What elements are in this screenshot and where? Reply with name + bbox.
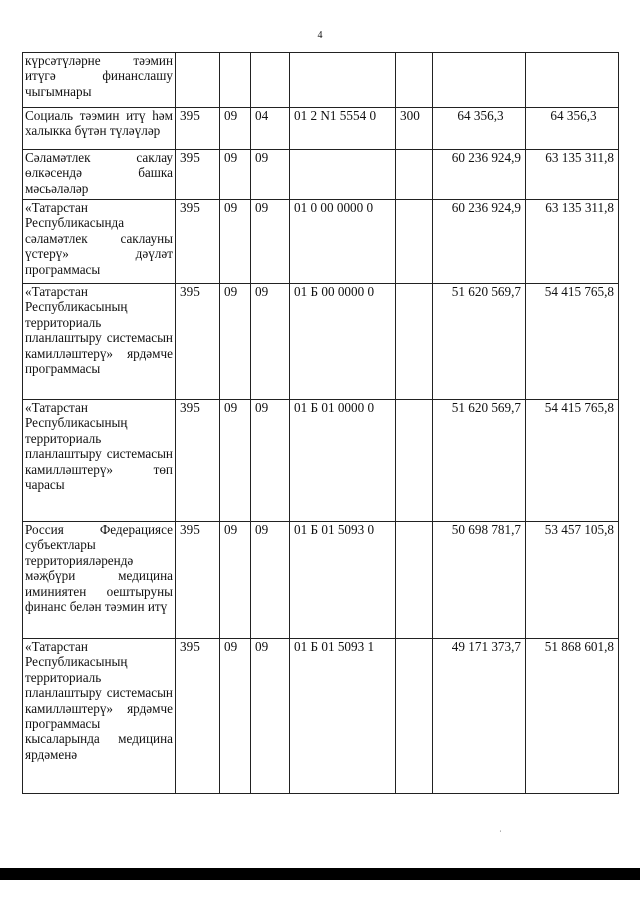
table-row [23,522,619,639]
table-row [23,639,619,794]
subsection-code: 09 [251,522,290,639]
section-code: 09 [220,522,251,639]
amount-year-1 [433,53,526,108]
target-article-code: 01 Б 00 0000 0 [290,284,396,400]
expense-type-code: 300 [396,108,433,150]
section-code: 09 [220,284,251,400]
expense-type-code [396,639,433,794]
ministry-code: 395 [176,200,220,284]
item-name: «Татарстан Республикасының территориаль планлаштыру системасын камилләштерү» ярдәмче программасы [23,284,176,400]
section-code: 09 [220,400,251,522]
table-row [23,400,619,522]
table-row [23,200,619,284]
amount-year-1: 51 620 569,7 [433,400,526,522]
item-name: Россия Федерациясе субъектлары территорияләрендә мәҗбүри медицина иминиятен оештыруны финанс белән тәэмин итү [23,522,176,639]
expense-type-code [396,150,433,200]
target-article-code [290,53,396,108]
ministry-code: 395 [176,108,220,150]
target-article-code: 01 Б 01 0000 0 [290,400,396,522]
table-row [23,150,619,200]
item-name: күрсәтүләрне тәэмин итүгә финанслашу чыгымнары [23,53,176,108]
ministry-code: 395 [176,284,220,400]
page-number: 4 [317,30,323,41]
subsection-code: 09 [251,400,290,522]
section-code: 09 [220,108,251,150]
item-name: «Татарстан Республикасында сәламәтлек саклауны үстерү» дәүләт программасы [23,200,176,284]
subsection-code [251,53,290,108]
subsection-code: 09 [251,150,290,200]
amount-year-2: 63 135 311,8 [526,200,619,284]
amount-year-2: 53 457 105,8 [526,522,619,639]
expense-type-code [396,284,433,400]
ministry-code [176,53,220,108]
item-name: Социаль тәэмин итү һәм халыкка бүтән түләүләр [23,108,176,150]
item-name: «Татарстан Республикасының территориаль планлаштыру системасын камилләштерү» ярдәмче программасы кысаларында медицина ярдәменә [23,639,176,794]
item-name: «Татарстан Республикасының территориаль планлаштыру системасын камилләштерү» төп чарасы [23,400,176,522]
amount-year-1: 60 236 924,9 [433,200,526,284]
target-article-code: 01 0 00 0000 0 [290,200,396,284]
section-code: 09 [220,150,251,200]
expense-type-code [396,400,433,522]
amount-year-1: 60 236 924,9 [433,150,526,200]
ministry-code: 395 [176,150,220,200]
table-row [23,284,619,400]
expense-type-code [396,522,433,639]
amount-year-2: 51 868 601,8 [526,639,619,794]
target-article-code: 01 Б 01 5093 0 [290,522,396,639]
ministry-code: 395 [176,522,220,639]
section-code: 09 [220,639,251,794]
target-article-code: 01 2 N1 5554 0 [290,108,396,150]
amount-year-2 [526,53,619,108]
item-name: Сәламәтлек саклау өлкәсендә башка мәсьәләләр [23,150,176,200]
section-code [220,53,251,108]
ministry-code: 395 [176,639,220,794]
subsection-code: 04 [251,108,290,150]
subsection-code: 09 [251,639,290,794]
expense-type-code [396,53,433,108]
table-row [23,108,619,150]
footer-mark: ˙ [499,829,502,838]
expense-type-code [396,200,433,284]
amount-year-2: 64 356,3 [526,108,619,150]
subsection-code: 09 [251,200,290,284]
ministry-code: 395 [176,400,220,522]
amount-year-1: 49 171 373,7 [433,639,526,794]
amount-year-2: 54 415 765,8 [526,400,619,522]
subsection-code: 09 [251,284,290,400]
scan-bottom-border [0,868,640,880]
target-article-code [290,150,396,200]
section-code: 09 [220,200,251,284]
amount-year-1: 51 620 569,7 [433,284,526,400]
table-row [23,53,619,108]
amount-year-1: 50 698 781,7 [433,522,526,639]
target-article-code: 01 Б 01 5093 1 [290,639,396,794]
amount-year-2: 63 135 311,8 [526,150,619,200]
amount-year-1: 64 356,3 [433,108,526,150]
budget-table [22,52,619,794]
amount-year-2: 54 415 765,8 [526,284,619,400]
